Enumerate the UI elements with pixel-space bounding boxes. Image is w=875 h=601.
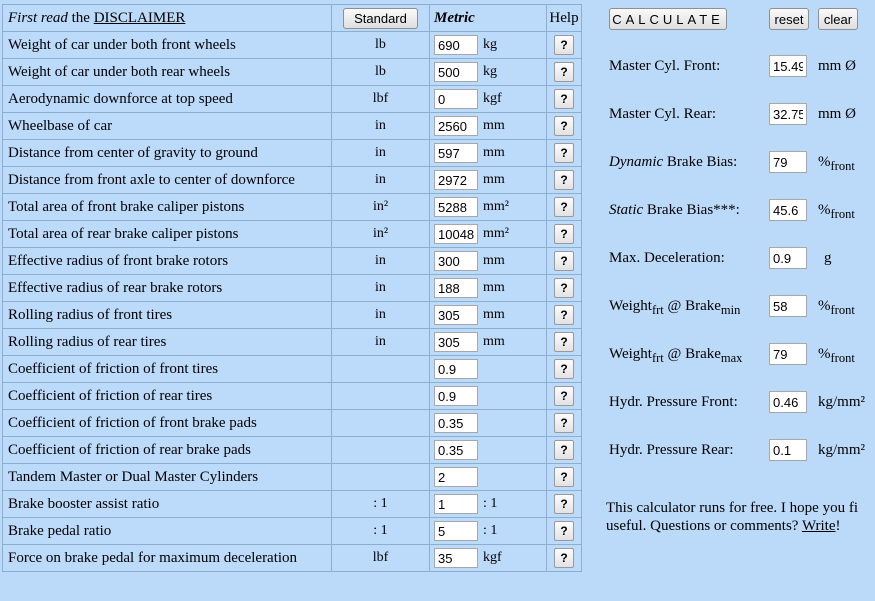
help-button[interactable]: ? <box>554 386 574 406</box>
row-help-cell <box>547 464 582 491</box>
standard-header-cell <box>332 5 430 32</box>
row-metric-cell <box>430 491 547 518</box>
row-standard-unit: lbf <box>332 545 430 572</box>
calculate-button[interactable]: CALCULATE <box>609 8 727 30</box>
row-label: Tandem Master or Dual Master Cylinders <box>3 464 332 491</box>
row-metric-cell <box>430 140 547 167</box>
row-value-input[interactable] <box>434 494 478 514</box>
input-row <box>3 383 582 410</box>
help-button[interactable]: ? <box>554 143 574 163</box>
row-metric-cell <box>430 383 547 410</box>
help-header: Help <box>549 9 579 26</box>
row-metric-cell <box>430 221 547 248</box>
row-help-cell <box>547 545 582 572</box>
help-button[interactable]: ? <box>554 548 574 568</box>
help-button[interactable]: ? <box>554 278 574 298</box>
row-standard-unit: in <box>332 248 430 275</box>
row-label: Effective radius of front brake rotors <box>3 248 332 275</box>
master-front-unit: mm Ø <box>818 58 856 74</box>
row-metric-cell <box>430 275 547 302</box>
weight-max-main: Weight <box>609 346 652 362</box>
row-standard-unit: in² <box>332 194 430 221</box>
row-metric-cell <box>430 113 547 140</box>
result-dynamic-bias <box>609 151 875 175</box>
max-decel-output[interactable] <box>769 247 807 269</box>
row-label: Effective radius of rear brake rotors <box>3 275 332 302</box>
input-row <box>3 518 582 545</box>
weight-min-mid: @ Brake <box>663 298 721 314</box>
row-value-input[interactable] <box>434 35 478 55</box>
note-line-2-pre: useful. Questions or comments? <box>606 518 802 534</box>
row-metric-cell <box>430 464 547 491</box>
row-value-input[interactable] <box>434 197 478 217</box>
static-bias-rest: Brake Bias***: <box>643 202 740 218</box>
row-help-cell <box>547 140 582 167</box>
weight-max-unit-sub: front <box>830 351 855 365</box>
row-help-cell <box>547 275 582 302</box>
row-standard-unit <box>332 383 430 410</box>
weight-max-sub2: max <box>720 351 743 365</box>
row-standard-unit: in <box>332 275 430 302</box>
row-label: Rolling radius of rear tires <box>3 329 332 356</box>
row-label: Weight of car under both front wheels <box>3 32 332 59</box>
row-value-input[interactable] <box>434 89 478 109</box>
weight-max-mid: @ Brake <box>663 346 721 362</box>
row-standard-unit: in <box>332 167 430 194</box>
row-metric-cell <box>430 86 547 113</box>
row-standard-unit <box>332 437 430 464</box>
help-button[interactable]: ? <box>554 251 574 271</box>
input-row <box>3 356 582 383</box>
input-row <box>3 410 582 437</box>
first-read-text: First read <box>8 9 68 26</box>
master-front-label: Master Cyl. Front: <box>609 58 721 74</box>
row-metric-cell <box>430 32 547 59</box>
disclaimer-cell <box>3 5 332 32</box>
dynamic-word: Dynamic <box>609 154 664 170</box>
row-label: Brake booster assist ratio <box>3 491 332 518</box>
row-value-input[interactable] <box>434 386 478 406</box>
row-help-cell <box>547 437 582 464</box>
row-value-input[interactable] <box>434 521 478 541</box>
help-button[interactable]: ? <box>554 521 574 541</box>
row-value-input[interactable] <box>434 62 478 82</box>
input-row <box>3 464 582 491</box>
row-metric-unit: mm <box>483 172 505 187</box>
pressure-rear-output[interactable] <box>769 439 807 461</box>
row-standard-unit: in <box>332 113 430 140</box>
row-metric-unit: kgf <box>483 550 502 565</box>
input-row <box>3 221 582 248</box>
help-button[interactable]: ? <box>554 35 574 55</box>
help-button[interactable]: ? <box>554 224 574 244</box>
row-label: Coefficient of friction of front brake pads <box>3 410 332 437</box>
help-header-cell <box>547 5 582 32</box>
dynamic-bias-unit <box>818 154 855 174</box>
pressure-front-label: Hydr. Pressure Front: <box>609 394 738 410</box>
weight-max-unit-main: % <box>818 346 831 362</box>
master-rear-label: Master Cyl. Rear: <box>609 106 717 122</box>
row-label: Distance from center of gravity to ground <box>3 140 332 167</box>
help-button[interactable]: ? <box>554 116 574 136</box>
the-text: the <box>67 9 94 26</box>
row-label: Force on brake pedal for maximum deceleration <box>3 545 332 572</box>
row-metric-unit: mm <box>483 334 505 349</box>
weight-min-output[interactable] <box>769 295 807 317</box>
row-standard-unit: : 1 <box>332 518 430 545</box>
static-bias-unit-sub: front <box>830 207 855 221</box>
pressure-front-output[interactable] <box>769 391 807 413</box>
row-metric-cell <box>430 248 547 275</box>
help-button[interactable]: ? <box>554 467 574 487</box>
row-standard-unit: in <box>332 302 430 329</box>
row-help-cell <box>547 383 582 410</box>
row-metric-cell <box>430 302 547 329</box>
dynamic-bias-rest: Brake Bias: <box>663 154 738 170</box>
reset-button[interactable]: reset <box>769 8 809 30</box>
row-label: Weight of car under both rear wheels <box>3 59 332 86</box>
row-metric-unit: mm <box>483 307 505 322</box>
row-value-input[interactable] <box>434 548 478 568</box>
row-label: Aerodynamic downforce at top speed <box>3 86 332 113</box>
disclaimer-link[interactable]: DISCLAIMER <box>93 9 186 26</box>
row-metric-cell <box>430 356 547 383</box>
row-help-cell <box>547 329 582 356</box>
dynamic-bias-unit-main: % <box>818 154 831 170</box>
row-metric-unit: : 1 <box>483 523 498 538</box>
input-row <box>3 194 582 221</box>
weight-min-unit <box>818 298 855 318</box>
weight-max-output[interactable] <box>769 343 807 365</box>
input-row <box>3 491 582 518</box>
row-metric-unit: kg <box>483 37 497 52</box>
master-front-output[interactable] <box>769 55 807 77</box>
max-decel-unit: g <box>824 250 832 266</box>
row-metric-cell <box>430 59 547 86</box>
input-row <box>3 59 582 86</box>
note-line-1: This calculator runs for free. I hope you fi <box>606 500 858 516</box>
max-decel-label: Max. Deceleration: <box>609 250 725 266</box>
input-row <box>3 545 582 572</box>
weight-min-sub2: min <box>720 303 741 317</box>
help-button[interactable]: ? <box>554 62 574 82</box>
help-button[interactable]: ? <box>554 440 574 460</box>
help-button[interactable]: ? <box>554 332 574 352</box>
result-pressure-rear <box>609 439 875 463</box>
help-button[interactable]: ? <box>554 170 574 190</box>
row-label: Rolling radius of front tires <box>3 302 332 329</box>
row-metric-cell <box>430 167 547 194</box>
row-metric-unit: kg <box>483 64 497 79</box>
result-static-bias <box>609 199 875 223</box>
static-bias-unit <box>818 202 855 222</box>
weight-max-label <box>609 346 742 366</box>
static-bias-label <box>609 202 740 219</box>
row-metric-cell <box>430 437 547 464</box>
result-weight-min <box>609 295 875 319</box>
row-value-input[interactable] <box>434 332 478 352</box>
input-row <box>3 32 582 59</box>
row-metric-unit: mm <box>483 253 505 268</box>
note-line-2-post: ! <box>835 518 841 534</box>
metric-header-cell <box>430 5 547 32</box>
help-button[interactable]: ? <box>554 89 574 109</box>
row-standard-unit: lb <box>332 32 430 59</box>
row-value-input[interactable] <box>434 224 478 244</box>
pressure-rear-unit: kg/mm² <box>818 442 865 458</box>
input-table <box>2 4 582 572</box>
row-value-input[interactable] <box>434 251 478 271</box>
row-metric-unit: mm <box>483 145 505 160</box>
row-standard-unit: in² <box>332 221 430 248</box>
row-help-cell <box>547 86 582 113</box>
static-word: Static <box>609 202 644 218</box>
master-rear-unit: mm Ø <box>818 106 856 122</box>
row-help-cell <box>547 194 582 221</box>
static-bias-output[interactable] <box>769 199 807 221</box>
input-row <box>3 302 582 329</box>
result-pressure-front <box>609 391 875 415</box>
pressure-rear-label: Hydr. Pressure Rear: <box>609 442 734 458</box>
weight-min-unit-sub: front <box>830 303 855 317</box>
row-help-cell <box>547 113 582 140</box>
row-value-input[interactable] <box>434 440 478 460</box>
help-button[interactable]: ? <box>554 359 574 379</box>
input-row <box>3 86 582 113</box>
row-value-input[interactable] <box>434 413 478 433</box>
pressure-front-unit: kg/mm² <box>818 394 865 410</box>
dynamic-bias-label <box>609 154 737 171</box>
row-label: Coefficient of friction of rear tires <box>3 383 332 410</box>
row-label: Total area of rear brake caliper pistons <box>3 221 332 248</box>
row-help-cell <box>547 491 582 518</box>
input-row <box>3 248 582 275</box>
row-label: Distance from front axle to center of downforce <box>3 167 332 194</box>
row-standard-unit: in <box>332 140 430 167</box>
row-standard-unit: : 1 <box>332 491 430 518</box>
weight-min-sub1: frt <box>651 303 664 317</box>
row-standard-unit <box>332 410 430 437</box>
note-line-2 <box>606 517 875 535</box>
row-value-input[interactable] <box>434 170 478 190</box>
row-value-input[interactable] <box>434 143 478 163</box>
row-metric-unit: mm <box>483 118 505 133</box>
row-value-input[interactable] <box>434 359 478 379</box>
footer-note <box>606 499 875 535</box>
input-row <box>3 437 582 464</box>
result-max-decel <box>609 247 875 271</box>
row-metric-unit: mm <box>483 280 505 295</box>
input-row <box>3 140 582 167</box>
row-metric-unit: mm² <box>483 226 509 241</box>
row-standard-unit: lbf <box>332 86 430 113</box>
help-button[interactable]: ? <box>554 305 574 325</box>
row-help-cell <box>547 410 582 437</box>
row-metric-unit: mm² <box>483 199 509 214</box>
row-value-input[interactable] <box>434 278 478 298</box>
input-row <box>3 329 582 356</box>
help-button[interactable]: ? <box>554 197 574 217</box>
results-panel <box>606 0 875 601</box>
row-standard-unit: lb <box>332 59 430 86</box>
row-label: Total area of front brake caliper pistons <box>3 194 332 221</box>
row-metric-cell <box>430 194 547 221</box>
result-master-rear <box>609 103 875 127</box>
standard-units-button[interactable]: Standard <box>343 8 418 29</box>
weight-min-main: Weight <box>609 298 652 314</box>
row-value-input[interactable] <box>434 467 478 487</box>
clear-button[interactable]: clear <box>818 8 858 30</box>
row-label: Coefficient of friction of rear brake pads <box>3 437 332 464</box>
row-metric-cell <box>430 545 547 572</box>
metric-header: Metric <box>434 9 475 26</box>
row-help-cell <box>547 167 582 194</box>
write-link[interactable]: Write <box>801 518 836 534</box>
row-help-cell <box>547 302 582 329</box>
row-metric-unit: : 1 <box>483 496 498 511</box>
row-standard-unit: in <box>332 329 430 356</box>
row-help-cell <box>547 356 582 383</box>
master-rear-output[interactable] <box>769 103 807 125</box>
help-button[interactable]: ? <box>554 413 574 433</box>
help-button[interactable]: ? <box>554 494 574 514</box>
row-label: Brake pedal ratio <box>3 518 332 545</box>
weight-min-unit-main: % <box>818 298 831 314</box>
row-label: Coefficient of friction of front tires <box>3 356 332 383</box>
row-metric-cell <box>430 410 547 437</box>
static-bias-unit-main: % <box>818 202 831 218</box>
weight-max-sub1: frt <box>651 351 664 365</box>
row-value-input[interactable] <box>434 116 478 136</box>
table-header-row <box>3 5 582 32</box>
input-row <box>3 275 582 302</box>
row-help-cell <box>547 32 582 59</box>
dynamic-bias-unit-sub: front <box>830 159 855 173</box>
row-help-cell <box>547 518 582 545</box>
weight-max-unit <box>818 346 855 366</box>
result-weight-max <box>609 343 875 367</box>
row-help-cell <box>547 221 582 248</box>
row-standard-unit <box>332 464 430 491</box>
row-metric-cell <box>430 518 547 545</box>
input-row <box>3 167 582 194</box>
dynamic-bias-output[interactable] <box>769 151 807 173</box>
row-standard-unit <box>332 356 430 383</box>
row-help-cell <box>547 248 582 275</box>
row-help-cell <box>547 59 582 86</box>
input-row <box>3 113 582 140</box>
result-master-front <box>609 55 875 79</box>
row-metric-cell <box>430 329 547 356</box>
row-value-input[interactable] <box>434 305 478 325</box>
row-metric-unit: kgf <box>483 91 502 106</box>
weight-min-label <box>609 298 740 318</box>
row-label: Wheelbase of car <box>3 113 332 140</box>
